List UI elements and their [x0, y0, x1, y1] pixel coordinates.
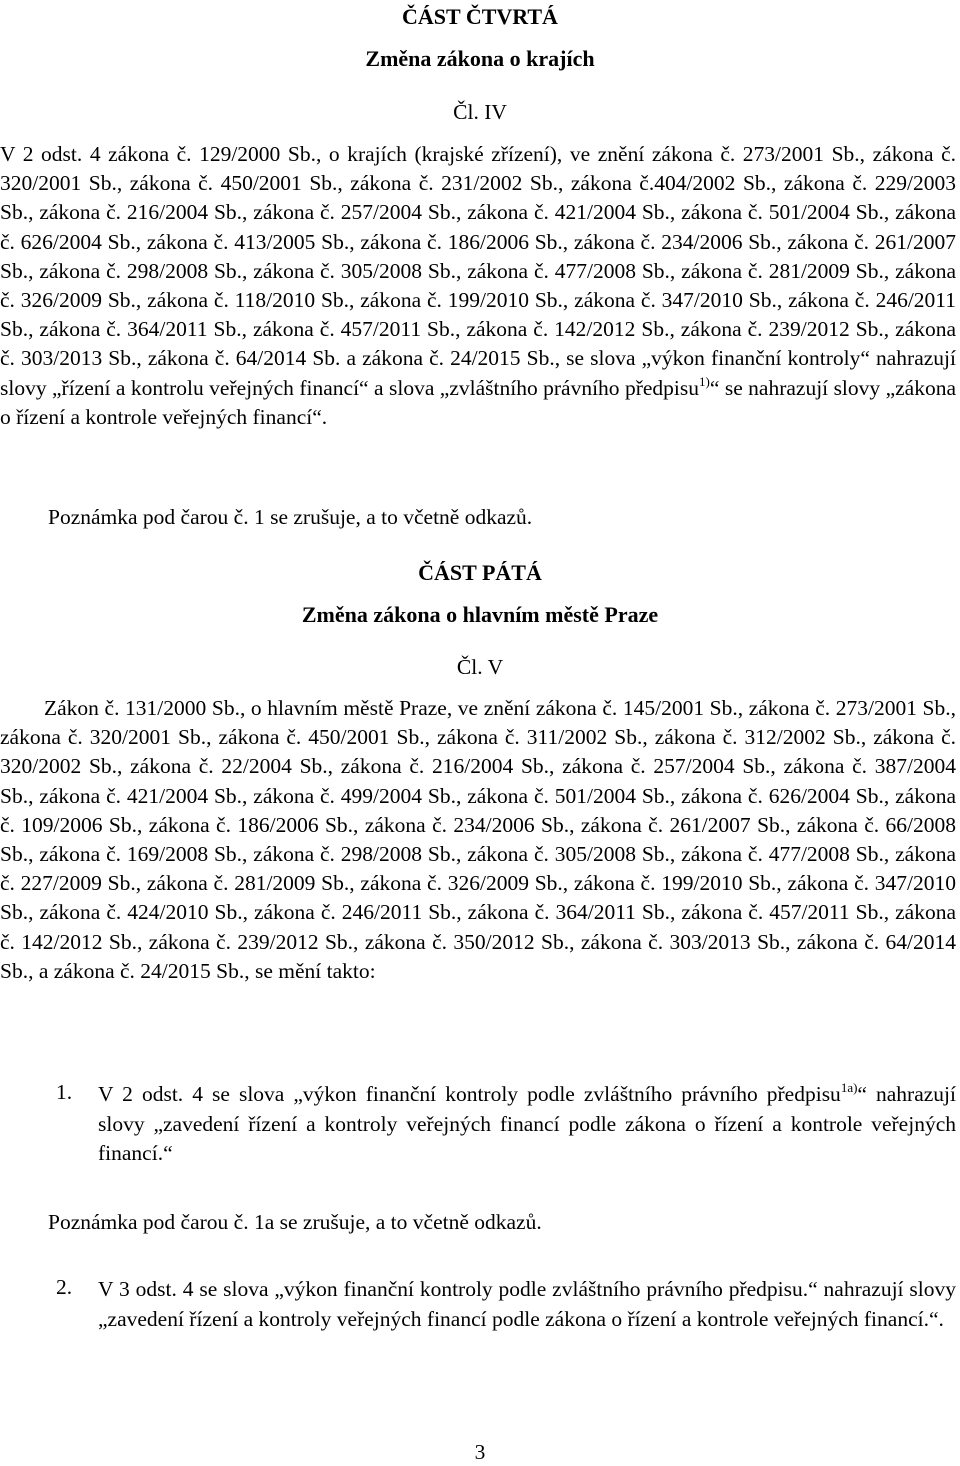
amendment-item-1-text-b: “ nahrazují slovy „zavedení řízení a kontroly veřejných financí podle zákona o řízení a kontrole veřejných financí.“ — [98, 1082, 956, 1165]
part4-paragraph-text-b: “ se nahrazují slovy „zákona o řízení a kontrole veřejných financí“. — [0, 375, 956, 429]
part5-footnote-note: Poznámka pod čarou č. 1a se zrušuje, a to včetně odkazů. — [48, 1210, 542, 1234]
part5-subtitle: Změna zákona o hlavním městě Praze — [301, 602, 659, 627]
part5-article: Čl. V — [456, 655, 504, 679]
part4-paragraph-text-a: V 2 odst. 4 zákona č. 129/2000 Sb., o krajích (krajské zřízení), ve znění zákona č. 273/2001 Sb., zákona č. 320/2001 Sb., zákona č. 450/2001 Sb., zákona č. 231/2002 Sb., zákona č.404/2002 Sb., zákona č. 229/2003 Sb., zákona č. 216/2004 Sb., zákona č. 257/2004 Sb., zákona č. 421/2004 Sb., zákona č. 501/2004 Sb., zákona č. 626/2004 Sb., zákona č. 413/2005 Sb., zákona č. 186/2006 Sb., zákona č. 234/2006 Sb., zákona č. 261/2007 Sb., zákona č. 298/2008 Sb., zákona č. 305/2008 Sb., zákona č. 477/2008 Sb., zákona č. 281/2009 Sb., zákona č. 326/2009 Sb., zákona č. 118/2010 Sb., zákona č. 199/2010 Sb., zákona č. 347/2010 Sb., zákona č. 246/2011 Sb., zákona č. 364/2011 Sb., zákona č. 457/2011 Sb., zákona č. 142/2012 Sb., zákona č. 239/2012 Sb., zákona č. 303/2013 Sb., zákona č. 64/2014 Sb. a zákona č. 24/2015 Sb., se slova „výkon finanční kontroly“ nahrazují slovy „řízení a kontrolu veřejných financí“ a slova „zvláštního právního předpisu — [0, 142, 956, 400]
footnote-ref-1a: 1a) — [840, 1080, 858, 1095]
part4-subtitle: Změna zákona o krajích — [365, 46, 595, 71]
amendment-item-number: 1. — [56, 1080, 73, 1104]
part4-footnote-note: Poznámka pod čarou č. 1 se zrušuje, a to včetně odkazů. — [48, 505, 533, 529]
part4-title: ČÁST ČTVRTÁ — [402, 4, 558, 29]
footnote-ref-1: 1) — [699, 373, 710, 389]
amendment-item-2-text: V 3 odst. 4 se slova „výkon finanční kontroly podle zvláštního právního předpisu.“ nahrazují slovy „zavedení řízení a kontroly veřejných financí podle zákona o řízení a kontrole veřejných financí.“. — [98, 1277, 956, 1331]
amendment-item-1-text-a: V 2 odst. 4 se slova „výkon finanční kontroly podle zvláštního právního předpisu — [98, 1082, 841, 1106]
amendment-item-number: 2. — [56, 1275, 73, 1299]
page-number: 3 — [474, 1440, 486, 1464]
part5-paragraph: Zákon č. 131/2000 Sb., o hlavním městě Praze, ve znění zákona č. 145/2001 Sb., zákona č. 273/2001 Sb., zákona č. 320/2001 Sb., zákona č. 450/2001 Sb., zákona č. 311/2002 Sb., zákona č. 312/2002 Sb., zákona č. 320/2002 Sb., zákona č. 22/2004 Sb., zákona č. 216/2004 Sb., zákona č. 257/2004 Sb., zákona č. 387/2004 Sb., zákona č. 421/2004 Sb., zákona č. 499/2004 Sb., zákona č. 501/2004 Sb., zákona č. 626/2004 Sb., zákona č. 109/2006 Sb., zákona č. 186/2006 Sb., zákona č. 234/2006 Sb., zákona č. 261/2007 Sb., zákona č. 66/2008 Sb., zákona č. 169/2008 Sb., zákona č. 298/2008 Sb., zákona č. 305/2008 Sb., zákona č. 477/2008 Sb., zákona č. 227/2009 Sb., zákona č. 281/2009 Sb., zákona č. 326/2009 Sb., zákona č. 199/2010 Sb., zákona č. 347/2010 Sb., zákona č. 424/2010 Sb., zákona č. 246/2011 Sb., zákona č. 364/2011 Sb., zákona č. 457/2011 Sb., zákona č. 142/2012 Sb., zákona č. 239/2012 Sb., zákona č. 350/2012 Sb., zákona č. 303/2013 Sb., zákona č. 64/2014 Sb., a zákona č. 24/2015 Sb., se mění takto: — [0, 696, 956, 983]
part4-article: Čl. IV — [453, 100, 507, 124]
part5-title: ČÁST PÁTÁ — [418, 560, 542, 585]
amendment-item-text — [98, 1080, 956, 1169]
part4-paragraph — [0, 140, 956, 432]
